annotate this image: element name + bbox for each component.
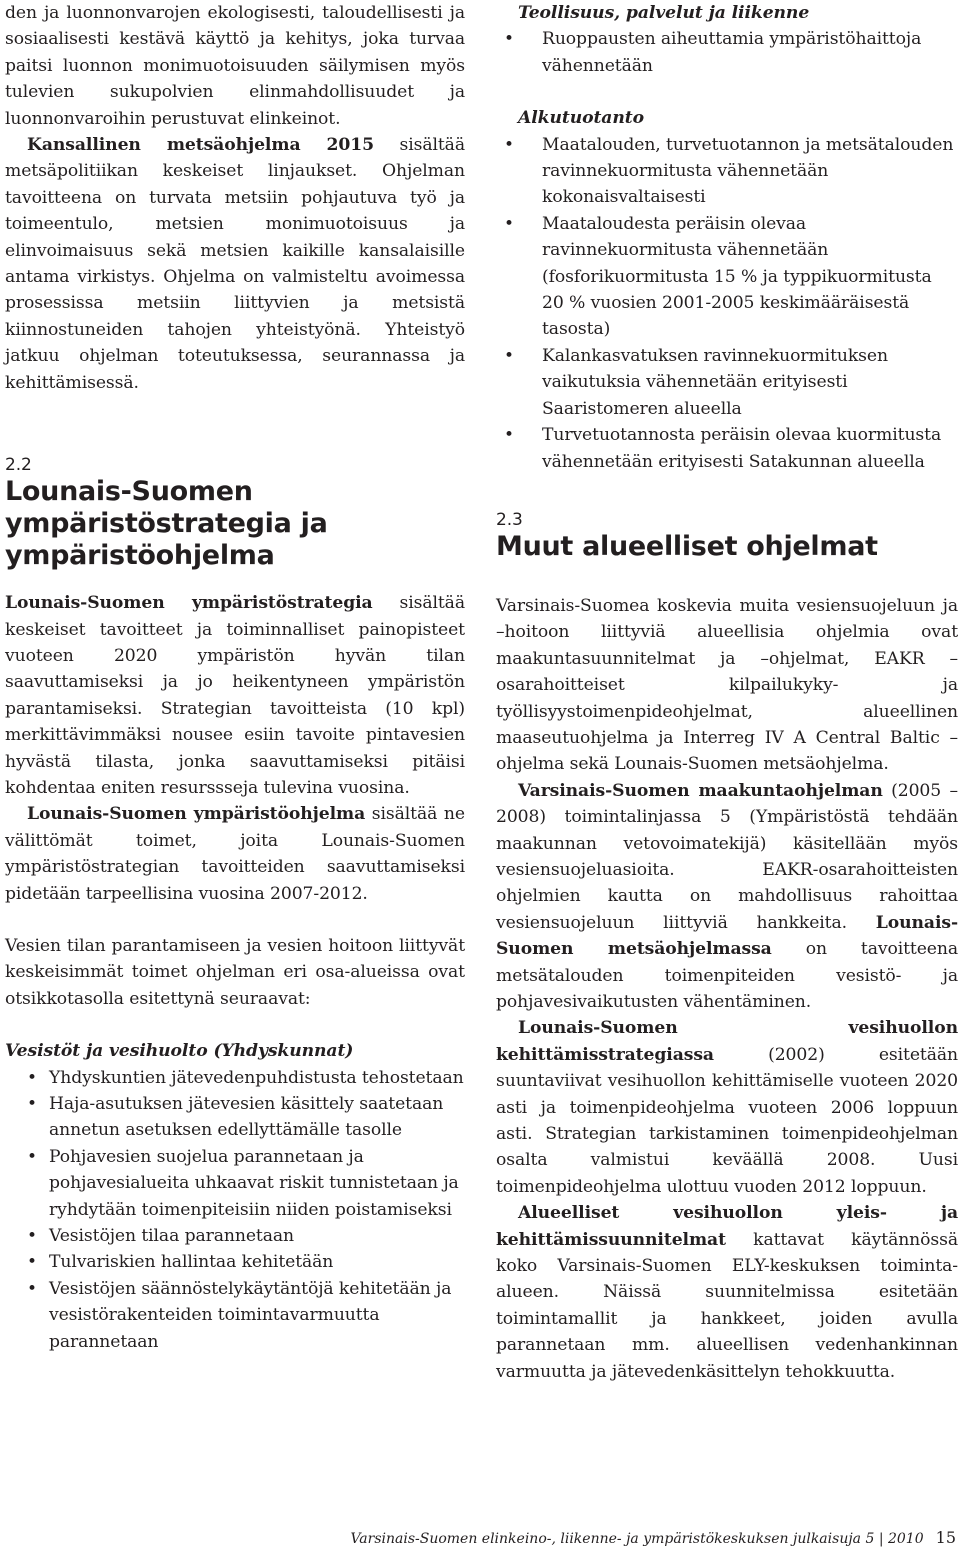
bold-term: Kansallinen metsäohjelma 2015 <box>27 135 374 156</box>
bold-term: Lounais-Suomen ympäristöstrategia <box>5 593 373 614</box>
list-item: • Kalankasvatuksen ravinnekuormituksen vaikutuksia vähennetään erityisesti Saaristomeren alueella <box>496 343 958 422</box>
section-title: Muut alueelliset ohjelmat <box>496 530 878 562</box>
bullet-list-alkutuotanto <box>496 132 958 475</box>
footer-publication: Varsinais-Suomen elinkeino-, liikenne- ja ympäristökeskuksen julkaisuja 5 | 2010 <box>350 1531 924 1547</box>
bold-term: Lounais-Suomen vesihuollon kehittämisstrategiassa <box>496 1018 958 1065</box>
list-item: • Vesistöjen säännöstelykäytäntöjä kehitetään ja vesistörakenteiden toimintavarmuutta parannetaan <box>5 1276 465 1355</box>
bullet-list-vesistot <box>5 1065 465 1355</box>
list-item: • Vesistöjen tilaa parannetaan <box>5 1223 465 1249</box>
list-item: • Yhdyskuntien jätevedenpuhdistusta tehostetaan <box>5 1065 465 1091</box>
paragraph-alueelliset: Alueelliset vesihuollon yleis- ja kehittämissuunnitelmat kattavat käytännössä koko Varsinais-Suomen ELY-keskuksen toiminta-alueen. Näissä suunnitelmissa esitetään toimintamallit ja hankkeet, joiden avulla parannetaan mm. alueellisen vedenhankinnan varmuutta ja jätevedenkäsittelyn tehokkuutta. <box>496 1203 958 1382</box>
paragraph-vesien: Vesien tilan parantamiseen ja vesien hoitoon liittyvät keskeisimmät toimet ohjelman eri osa-alueissa ovat otsikkotasolla esitettynä seuraavat: <box>5 935 465 1009</box>
bullet-list-teollisuus <box>496 26 958 79</box>
bold-term: Varsinais-Suomen maakuntaohjelman <box>518 780 883 801</box>
bold-term: Alueelliset vesihuollon yleis- ja kehittämissuunnitelmat <box>496 1203 958 1250</box>
section-number: 2.2 <box>5 455 32 476</box>
list-item: • Maatalouden, turvetuotannon ja metsätalouden ravinnekuormitusta vähennetään kokonaisvaltaisesti <box>496 132 958 211</box>
subheading-vesistot: Vesistöt ja vesihuolto (Yhdyskunnat) <box>5 1041 354 1062</box>
paragraph-vesihuolto: Lounais-Suomen vesihuollon kehittämisstrategiassa (2002) esitetään suuntaviivat vesihuollon kehittämiselle vuoteen 2020 asti ja toimenpideohjelma vuoteen 2006 loppuun asti. Strategian tarkistaminen toimenpideohjelman osalta valmistui keväällä 2008. Uusi toimenpideohjelma ulottuu vuoden 2012 loppuun. <box>496 1018 958 1197</box>
section-number: 2.3 <box>496 509 523 530</box>
paragraph-strategia: Lounais-Suomen ympäristöstrategia sisältää keskeiset tavoitteet ja toiminnalliset painopisteet vuoteen 2020 ympäristön hyvän tilan saavuttamiseksi ja jo heikentyneen ympäristön parantamiseksi. Strategian tavoitteista (10 kpl) merkittävimmäksi nousee esiin tavoite pintavesien hyvästä tilasta, jonka saavuttamiseksi pitäisi kohdentaa eniten resurssseja tulevina vuosina. <box>5 593 465 798</box>
page-footer <box>340 1528 956 1547</box>
bold-term: Lounais-Suomen ympäristöohjelma <box>27 804 366 825</box>
paragraph-maakunta: Varsinais-Suomen maakuntaohjelman (2005 – 2008) toimintalinjassa 5 (Ympäristöstä tehdään maakunnan vetovoimatekijä) käsitellään myös vesiensuojeluasioita. EAKR-osarahoitteisten ohjelmien kautta on mahdollisuus rahoittaa vesiensuojeluun liittyviä hankkeita. Lounais-Suomen metsäohjelmassa on tavoitteena metsätalouden toimenpiteiden vesistö- ja pohjavesivaikutusten vähentäminen. <box>496 780 959 1012</box>
left-column <box>5 0 465 1355</box>
subheading-alkutuotanto: Alkutuotanto <box>518 108 644 129</box>
paragraph-varsinais: Varsinais-Suomea koskevia muita vesiensuojeluun ja –hoitoon liittyviä alueellisia ohjelmia ovat maakuntasuunnitelmat ja –ohjelmat, EAKR –osarahoitteiset kilpailukyky- ja työllisyystoimenpideohjelmat, alueellinen maaseutuohjelma ja Interreg IV A Central Baltic –ohjelma sekä Lounais-Suomen metsäohjelma. <box>496 595 958 775</box>
page-number: 15 <box>935 1528 956 1547</box>
paragraph-ohjelma: Lounais-Suomen ympäristöohjelma sisältää ne välittömät toimet, joita Lounais-Suomen ympäristöstrategian tavoitteiden saavuttamiseksi pidetään tarpeellisina vuosina 2007-2012. <box>5 804 465 904</box>
list-item: • Turvetuotannosta peräisin olevaa kuormitusta vähennetään erityisesti Satakunnan alueella <box>496 422 958 475</box>
list-item: • Pohjavesien suojelua parannetaan ja pohjavesialueita uhkaavat riskit tunnistetaan ja ryhdytään toimenpiteisiin niiden poistamiseksi <box>5 1144 465 1223</box>
list-item: • Ruoppausten aiheuttamia ympäristöhaittoja vähennetään <box>496 26 958 79</box>
paragraph-intro: den ja luonnonvarojen ekologisesti, taloudellisesti ja sosiaalisesti kestävä käyttö ja kehitys, joka turvaa paitsi luonnon monimuotoisuuden säilymisen myös tulevien sukupolvien elinmahdollisuudet ja luonnonvaroihin perustuvat elinkeinot. <box>5 3 465 129</box>
bold-term: Lounais-Suomen metsäohjelmassa <box>496 912 958 960</box>
list-item: • Maataloudesta peräisin olevaa ravinnekuormitusta vähennetään (fosforikuormitusta 15 % ja typpikuormitusta 20 % vuosien 2001-2005 keskimääräisestä tasosta) <box>496 211 958 343</box>
list-item: • Haja-asutuksen jätevesien käsittely saatetaan annetun asetuksen edellyttämälle tasolle <box>5 1091 465 1144</box>
paragraph-metsaohjelma: Kansallinen metsäohjelma 2015 sisältää metsäpolitiikan keskeiset linjaukset. Ohjelman tavoitteena on turvata metsiin pohjautuva työ ja toimeentulo, metsien monimuotoisuus ja elinvoimaisuus sekä metsien kaikille kansalaisille antama virkistys. Ohjelma on valmisteltu avoimessa prosessissa metsiin liittyvien ja metsistä kiinnostuneiden tahojen yhteistyönä. Yhteistyö jatkuu ohjelman toteutuksessa, seurannassa ja kehittämisessä. <box>5 135 465 393</box>
right-column <box>496 0 958 1385</box>
section-title: Lounais-Suomen ympäristöstrategia ja ympäristöohjelma <box>5 476 328 572</box>
list-item: • Tulvariskien hallintaa kehitetään <box>5 1249 465 1275</box>
subheading-teollisuus: Teollisuus, palvelut ja liikenne <box>518 3 810 23</box>
